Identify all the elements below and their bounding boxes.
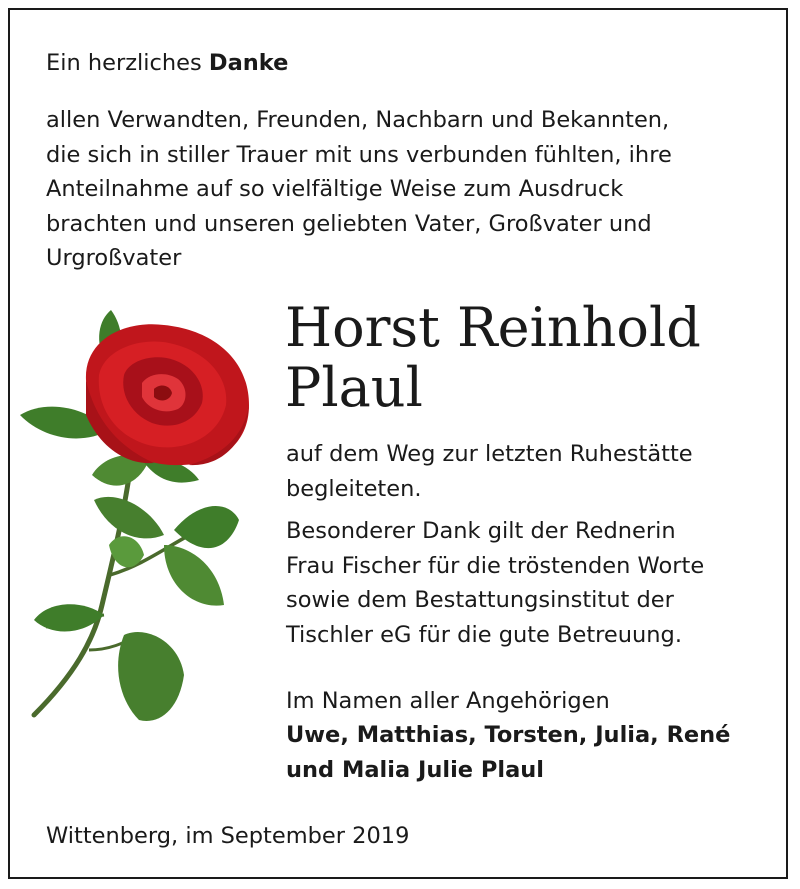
rose-illustration <box>14 305 274 735</box>
leaf-bottom <box>118 632 184 721</box>
rose-stem <box>34 455 132 715</box>
leaf-right <box>174 506 239 548</box>
place-date: Wittenberg, im September 2019 <box>46 823 410 849</box>
leaf-center <box>94 497 164 539</box>
signatories: Uwe, Matthias, Torsten, Julia, René und Malia Julie Plaul <box>286 722 731 783</box>
deceased-name: Horst Reinhold Plaul <box>285 296 701 419</box>
paragraph-resting-place: auf dem Weg zur letzten Ruhestätte begleiteten. <box>286 441 693 502</box>
signature-intro: Im Namen aller Angehörigen <box>286 688 610 714</box>
thanks-body: allen Verwandten, Freunden, Nachbarn und Bekannten, die sich in stiller Trauer mit uns verbunden fühlten, ihre Anteilnahme auf so vielfältige Weise zum Ausdruck brachten und unseren geliebten Vater, Großvater und Urgroßvater <box>46 107 672 271</box>
intro-prefix: Ein herzliches <box>46 50 209 76</box>
intro-emphasis: Danke <box>208 50 289 76</box>
intro-line <box>46 48 288 78</box>
paragraph-special-thanks: Besonderer Dank gilt der Rednerin Frau Fischer für die tröstenden Worte sowie dem Bestattungsinstitut der Tischler eG für die gute Betreuung. <box>286 518 705 648</box>
rose-bloom <box>86 324 249 465</box>
leaf-right-lower <box>164 545 224 606</box>
